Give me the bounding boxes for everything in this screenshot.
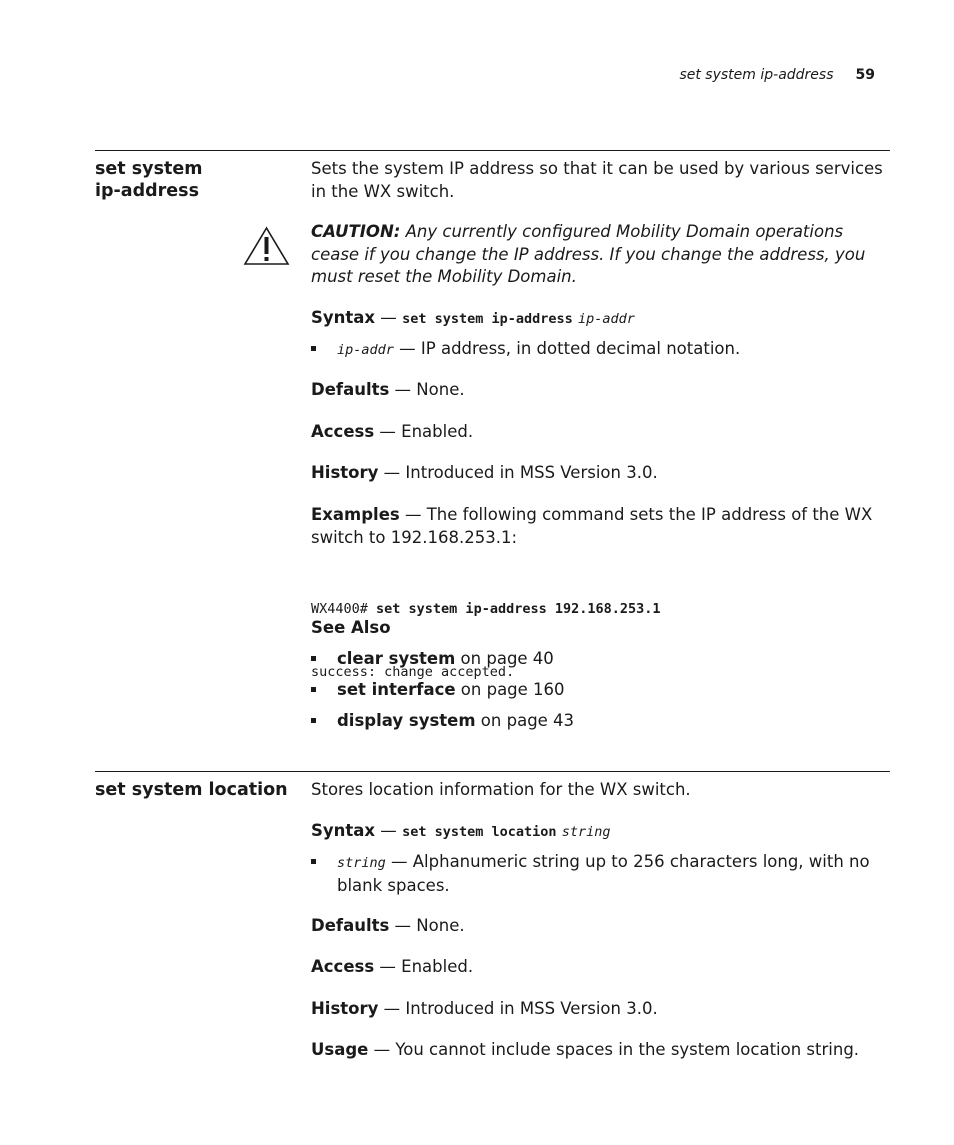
section-intro: Sets the system IP address so that it can be used by various services in the WX switch. [311,159,883,201]
section-intro: Stores location information for the WX switch. [311,780,691,799]
em-dash: — [375,308,403,327]
history-label: History [311,463,379,482]
caution-text: Any currently configured Mobility Domain operations cease if you change the IP address. If you change the address, you must reset the Mobility Domain. [311,222,866,286]
section-divider [95,150,890,151]
usage-line [311,1039,890,1062]
defaults-text: — None. [389,380,465,399]
access-label: Access [311,422,375,441]
section-title-line: set system [95,159,203,179]
section-title-set-system-ip-address [95,158,202,202]
see-also-page-ref: on page 160 [455,680,565,699]
examples-label: Examples [311,505,400,524]
param-name: ip-addr [337,342,394,358]
access-line [311,421,890,444]
bullet [311,656,316,661]
defaults-line [311,915,890,938]
see-also-link[interactable]: set interface [337,680,456,699]
section-title-line: ip-address [95,181,199,201]
bullet [311,346,316,351]
syntax-command: set system location [402,824,557,840]
access-line [311,956,890,979]
bullet [311,859,316,864]
access-text: — Enabled. [374,422,474,441]
access-label: Access [311,957,375,976]
history-line [311,462,890,485]
param-entry [337,338,890,362]
running-title: set system ip-address [679,67,834,83]
caution-label: CAUTION: [311,222,401,241]
syntax-line [311,820,890,844]
code-command: set system ip-address 192.168.253.1 [376,601,661,617]
caution-note [311,221,890,289]
defaults-text: — None. [389,916,465,935]
running-header [679,67,875,83]
see-also-link[interactable]: clear system [337,649,456,668]
defaults-line [311,379,890,402]
syntax-line [311,307,890,331]
bullet [311,687,316,692]
em-dash: — [375,821,403,840]
see-also-link[interactable]: display system [337,711,476,730]
defaults-label: Defaults [311,380,390,399]
section-divider [95,771,890,772]
see-also-heading: See Also [311,618,391,637]
param-name: string [337,855,386,871]
section-title-set-system-location: set system location [95,780,288,800]
param-description: — Alphanumeric string up to 256 characters long, with no blank spaces. [337,852,870,895]
caution-triangle-icon [243,226,290,266]
see-also-page-ref: on page 43 [475,711,575,730]
history-text: — Introduced in MSS Version 3.0. [378,463,658,482]
syntax-argument: string [561,824,611,840]
see-also-entry [337,710,890,733]
syntax-argument: ip-addr [578,311,635,327]
access-text: — Enabled. [374,957,474,976]
syntax-command: set system ip-address [402,311,573,327]
page-number: 59 [855,67,875,83]
code-output: success: change accepted. [311,664,515,680]
examples-text: — The following command sets the IP address of the WX switch to 192.168.253.1: [311,505,873,547]
see-also-entry [337,679,890,702]
code-prompt: WX4400# [311,601,377,617]
param-description: — IP address, in dotted decimal notation. [393,339,741,358]
history-label: History [311,999,379,1018]
usage-label: Usage [311,1040,369,1059]
bullet [311,718,316,723]
examples-line [311,504,890,549]
syntax-label: Syntax [311,308,376,327]
see-also-entry [337,648,890,671]
param-entry [337,851,890,897]
history-line [311,998,890,1021]
usage-text: — You cannot include spaces in the system location string. [368,1040,860,1059]
history-text: — Introduced in MSS Version 3.0. [378,999,658,1018]
see-also-page-ref: on page 40 [455,649,554,668]
syntax-label: Syntax [311,821,376,840]
defaults-label: Defaults [311,916,390,935]
